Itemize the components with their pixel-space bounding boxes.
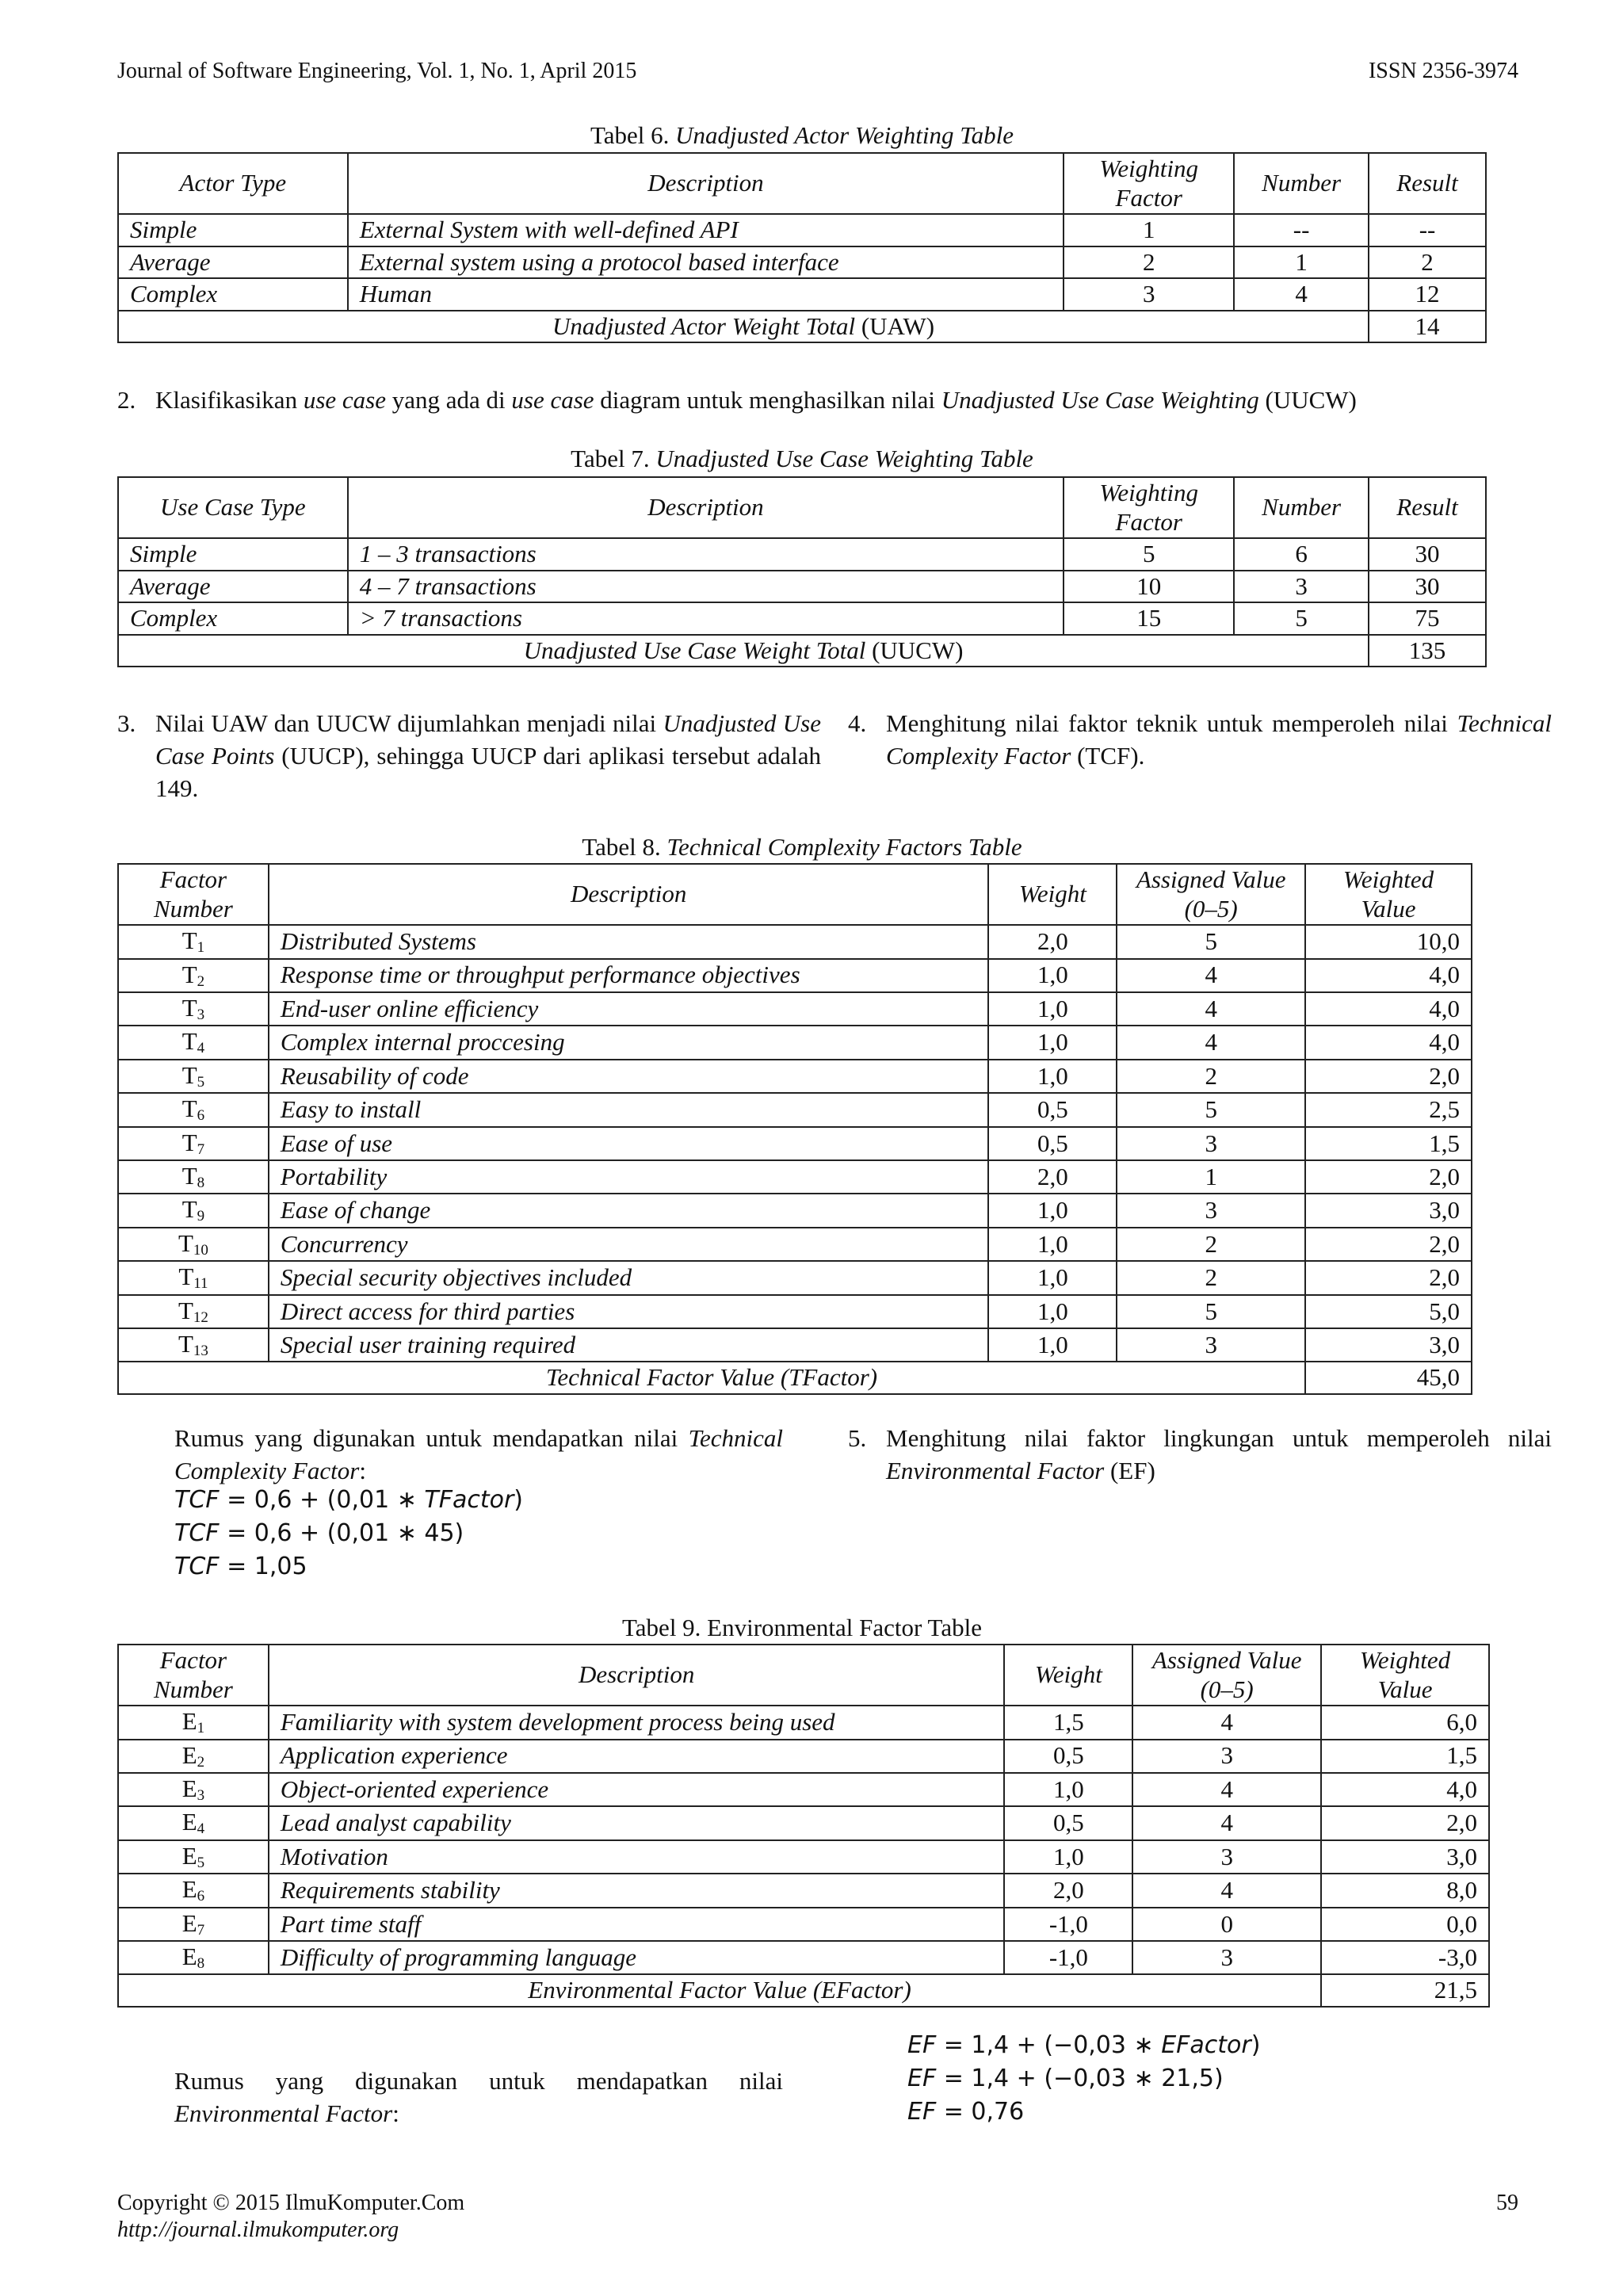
factor-weight: 0,5 xyxy=(988,1093,1117,1126)
factor-description: Requirements stability xyxy=(269,1874,1005,1907)
factor-weight: 1,0 xyxy=(1004,1773,1132,1806)
factor-number: $T_3$ xyxy=(118,992,269,1026)
factor-description: Easy to install xyxy=(269,1093,989,1126)
table-row: Simple 1 – 3 transactions 5 6 30 xyxy=(118,538,1486,571)
table-row xyxy=(118,1908,1489,1941)
item-4-paragraph: 4. Menghitung nilai faktor teknik untuk memperoleh nilai Technical Complexity Factor (TCF). xyxy=(848,709,1552,770)
factor-weight: 1,0 xyxy=(988,992,1117,1026)
factor-weight: 1,0 xyxy=(1004,1840,1132,1874)
factor-weighted-value: 3,0 xyxy=(1305,1328,1472,1362)
table-row xyxy=(118,1840,1489,1874)
factor-weight: 1,0 xyxy=(988,1060,1117,1093)
table-row xyxy=(118,1093,1472,1126)
equation-line: TCF = 0,6 + (0,01 ∗ 45) xyxy=(174,1519,464,1547)
factor-weight: 2,0 xyxy=(988,1160,1117,1194)
factor-assigned-value: 4 xyxy=(1117,992,1305,1026)
factor-description: Lead analyst capability xyxy=(269,1806,1005,1839)
table-row xyxy=(118,1706,1489,1739)
factor-weighted-value: 1,5 xyxy=(1305,1127,1472,1160)
factor-description: Response time or throughput performance objectives xyxy=(269,959,989,992)
factor-weight: 1,0 xyxy=(988,1228,1117,1261)
factor-assigned-value: 4 xyxy=(1132,1773,1321,1806)
factor-weighted-value: 6,0 xyxy=(1321,1706,1489,1739)
factor-weighted-value: 4,0 xyxy=(1321,1773,1489,1806)
table-row xyxy=(118,1160,1472,1194)
factor-number: $T_6$ xyxy=(118,1093,269,1126)
table-row xyxy=(118,1773,1489,1806)
factor-description: Direct access for third parties xyxy=(269,1295,989,1328)
factor-description: Distributed Systems xyxy=(269,925,989,958)
table-total-row: Environmental Factor Value (EFactor) 21,5 xyxy=(118,1974,1489,2007)
copyright-footer: Copyright © 2015 IlmuKomputer.Com xyxy=(117,2191,465,2215)
factor-assigned-value: 3 xyxy=(1117,1328,1305,1362)
factor-assigned-value: 2 xyxy=(1117,1060,1305,1093)
factor-weighted-value: 3,0 xyxy=(1305,1194,1472,1227)
factor-weighted-value: -3,0 xyxy=(1321,1941,1489,1974)
factor-description: Complex internal proccesing xyxy=(269,1026,989,1059)
factor-number: $T_7$ xyxy=(118,1127,269,1160)
table-row xyxy=(118,1806,1489,1839)
table-row xyxy=(118,1941,1489,1974)
table-row xyxy=(118,1026,1472,1059)
item-3-paragraph: 3. Nilai UAW dan UUCW dijumlahkan menjadi nilai Unadjusted Use Case Points (UUCP), sehingga UUCP dari aplikasi tersebut adalah 149. xyxy=(117,709,821,803)
factor-number: $E_7$ xyxy=(118,1908,269,1941)
factor-number: $T_{10}$ xyxy=(118,1228,269,1261)
factor-assigned-value: 3 xyxy=(1132,1740,1321,1773)
table-row xyxy=(118,1127,1472,1160)
factor-description: Motivation xyxy=(269,1840,1005,1874)
factor-description: Part time staff xyxy=(269,1908,1005,1941)
table-header-row: Actor Type Description Weighting Factor Number Result xyxy=(118,153,1486,214)
table6-caption: Tabel 6. Unadjusted Actor Weighting Table xyxy=(590,121,1014,149)
factor-assigned-value: 3 xyxy=(1132,1941,1321,1974)
table-total-row: Unadjusted Actor Weight Total (UAW) 14 xyxy=(118,311,1486,343)
table-row: Complex Human 3 4 12 xyxy=(118,278,1486,311)
factor-number: $E_3$ xyxy=(118,1773,269,1806)
table-total-row: Unadjusted Use Case Weight Total (UUCW) 135 xyxy=(118,635,1486,667)
table-row xyxy=(118,1261,1472,1294)
factor-assigned-value: 5 xyxy=(1117,925,1305,958)
table-row xyxy=(118,1295,1472,1328)
table-row: Complex > 7 transactions 15 5 75 xyxy=(118,602,1486,635)
table-row xyxy=(118,1228,1472,1261)
journal-header: Journal of Software Engineering, Vol. 1, No. 1, April 2015 xyxy=(117,59,637,83)
table9-caption: Tabel 9. Environmental Factor Table xyxy=(622,1614,982,1641)
factor-description: Ease of change xyxy=(269,1194,989,1227)
factor-assigned-value: 3 xyxy=(1132,1840,1321,1874)
factor-number: $E_5$ xyxy=(118,1840,269,1874)
factor-description: Ease of use xyxy=(269,1127,989,1160)
factor-description: Concurrency xyxy=(269,1228,989,1261)
factor-weighted-value: 2,0 xyxy=(1321,1806,1489,1839)
factor-assigned-value: 3 xyxy=(1117,1194,1305,1227)
factor-weighted-value: 2,0 xyxy=(1305,1261,1472,1294)
factor-weight: 0,5 xyxy=(1004,1740,1132,1773)
factor-weighted-value: 4,0 xyxy=(1305,1026,1472,1059)
factor-description: Difficulty of programming language xyxy=(269,1941,1005,1974)
factor-assigned-value: 5 xyxy=(1117,1093,1305,1126)
table-header-row: Factor Number Description Weight Assigned Value (0–5) Weighted Value xyxy=(118,1645,1489,1706)
factor-number: $T_9$ xyxy=(118,1194,269,1227)
table-row: Average 4 – 7 transactions 10 3 30 xyxy=(118,571,1486,603)
factor-assigned-value: 1 xyxy=(1117,1160,1305,1194)
factor-weighted-value: 4,0 xyxy=(1305,992,1472,1026)
factor-description: Portability xyxy=(269,1160,989,1194)
factor-weighted-value: 2,0 xyxy=(1305,1228,1472,1261)
factor-weight: -1,0 xyxy=(1004,1941,1132,1974)
table-row xyxy=(118,1060,1472,1093)
factor-number: $T_2$ xyxy=(118,959,269,992)
factor-description: Reusability of code xyxy=(269,1060,989,1093)
factor-description: Application experience xyxy=(269,1740,1005,1773)
factor-number: $E_6$ xyxy=(118,1874,269,1907)
factor-weight: 0,5 xyxy=(988,1127,1117,1160)
table8-caption: Tabel 8. Technical Complexity Factors Table xyxy=(582,833,1022,861)
factor-weighted-value: 2,0 xyxy=(1305,1060,1472,1093)
factor-weighted-value: 10,0 xyxy=(1305,925,1472,958)
factor-weighted-value: 0,0 xyxy=(1321,1908,1489,1941)
factor-description: Familiarity with system development process being used xyxy=(269,1706,1005,1739)
factor-weighted-value: 3,0 xyxy=(1321,1840,1489,1874)
factor-weight: 2,0 xyxy=(1004,1874,1132,1907)
factor-weighted-value: 1,5 xyxy=(1321,1740,1489,1773)
equation-line: EF = 0,76 xyxy=(907,2098,1025,2126)
factor-number: $E_1$ xyxy=(118,1706,269,1739)
factor-assigned-value: 5 xyxy=(1117,1295,1305,1328)
equation-line: EF = 1,4 + (−0,03 ∗ 21,5) xyxy=(907,2065,1224,2092)
factor-weight: -1,0 xyxy=(1004,1908,1132,1941)
factor-weight: 1,0 xyxy=(988,1026,1117,1059)
factor-weight: 0,5 xyxy=(1004,1806,1132,1839)
factor-number: $T_1$ xyxy=(118,925,269,958)
table-row xyxy=(118,1874,1489,1907)
ef-equations xyxy=(907,2029,1260,2129)
factor-number: $T_{12}$ xyxy=(118,1295,269,1328)
table-row xyxy=(118,992,1472,1026)
factor-weighted-value: 2,5 xyxy=(1305,1093,1472,1126)
item-2-paragraph: 2. Klasifikasikan use case yang ada di use case diagram untuk menghasilkan nilai Unadjusted Use Case Weighting (UUCW) xyxy=(117,386,1357,414)
factor-weight: 2,0 xyxy=(988,925,1117,958)
technical-complexity-table xyxy=(117,863,1472,1395)
factor-weight: 1,0 xyxy=(988,1295,1117,1328)
table7-caption: Tabel 7. Unadjusted Use Case Weighting Table xyxy=(571,445,1033,472)
factor-weight: 1,5 xyxy=(1004,1706,1132,1739)
tcf-formula-intro: Rumus yang digunakan untuk mendapatkan nilai Technical Complexity Factor: xyxy=(174,1424,783,1485)
tcf-equations xyxy=(174,1484,523,1584)
factor-number: $E_4$ xyxy=(118,1806,269,1839)
page-number: 59 xyxy=(1496,2191,1518,2215)
use-case-weighting-table xyxy=(117,476,1487,667)
ef-formula-intro: Rumus yang digunakan untuk mendapatkan nilai Environmental Factor: xyxy=(174,2067,783,2128)
factor-description: End-user online efficiency xyxy=(269,992,989,1026)
factor-weight: 1,0 xyxy=(988,959,1117,992)
equation-line: TCF = 0,6 + (0,01 ∗ TFactor) xyxy=(174,1486,524,1514)
factor-number: $E_2$ xyxy=(118,1740,269,1773)
factor-weighted-value: 4,0 xyxy=(1305,959,1472,992)
factor-number: $T_8$ xyxy=(118,1160,269,1194)
journal-url-link[interactable]: http://journal.ilmukomputer.org xyxy=(117,2218,399,2242)
equation-line: TCF = 1,05 xyxy=(174,1553,307,1580)
factor-assigned-value: 4 xyxy=(1132,1706,1321,1739)
table-row: Simple External System with well-defined API 1 -- -- xyxy=(118,214,1486,246)
factor-number: $T_4$ xyxy=(118,1026,269,1059)
actor-weighting-table xyxy=(117,152,1487,343)
factor-weight: 1,0 xyxy=(988,1328,1117,1362)
equation-line: EF = 1,4 + (−0,03 ∗ EFactor) xyxy=(907,2031,1261,2059)
factor-assigned-value: 3 xyxy=(1117,1127,1305,1160)
factor-assigned-value: 2 xyxy=(1117,1228,1305,1261)
table-header-row: Use Case Type Description Weighting Factor Number Result xyxy=(118,477,1486,538)
factor-assigned-value: 4 xyxy=(1132,1806,1321,1839)
table-row: Average External system using a protocol based interface 2 1 2 xyxy=(118,246,1486,279)
factor-description: Special user training required xyxy=(269,1328,989,1362)
factor-weighted-value: 8,0 xyxy=(1321,1874,1489,1907)
factor-number: $E_8$ xyxy=(118,1941,269,1974)
factor-assigned-value: 4 xyxy=(1117,1026,1305,1059)
factor-description: Object-oriented experience xyxy=(269,1773,1005,1806)
factor-number: $T_{11}$ xyxy=(118,1261,269,1294)
factor-weight: 1,0 xyxy=(988,1261,1117,1294)
factor-assigned-value: 4 xyxy=(1117,959,1305,992)
table-row xyxy=(118,1194,1472,1227)
factor-assigned-value: 0 xyxy=(1132,1908,1321,1941)
factor-assigned-value: 4 xyxy=(1132,1874,1321,1907)
issn-header: ISSN 2356-3974 xyxy=(1368,59,1518,83)
table-header-row: Factor Number Description Weight Assigned Value (0–5) Weighted Value xyxy=(118,864,1472,925)
factor-number: $T_{13}$ xyxy=(118,1328,269,1362)
factor-weighted-value: 2,0 xyxy=(1305,1160,1472,1194)
factor-weight: 1,0 xyxy=(988,1194,1117,1227)
factor-weighted-value: 5,0 xyxy=(1305,1295,1472,1328)
table-row xyxy=(118,925,1472,958)
table-row xyxy=(118,959,1472,992)
table-total-row: Technical Factor Value (TFactor) 45,0 xyxy=(118,1362,1472,1394)
item-5-paragraph: 5. Menghitung nilai faktor lingkungan untuk memperoleh nilai Environmental Factor (EF) xyxy=(848,1424,1552,1485)
factor-number: $T_5$ xyxy=(118,1060,269,1093)
factor-description: Special security objectives included xyxy=(269,1261,989,1294)
table-row xyxy=(118,1328,1472,1362)
factor-assigned-value: 2 xyxy=(1117,1261,1305,1294)
environmental-factor-table xyxy=(117,1644,1490,2008)
table-row xyxy=(118,1740,1489,1773)
